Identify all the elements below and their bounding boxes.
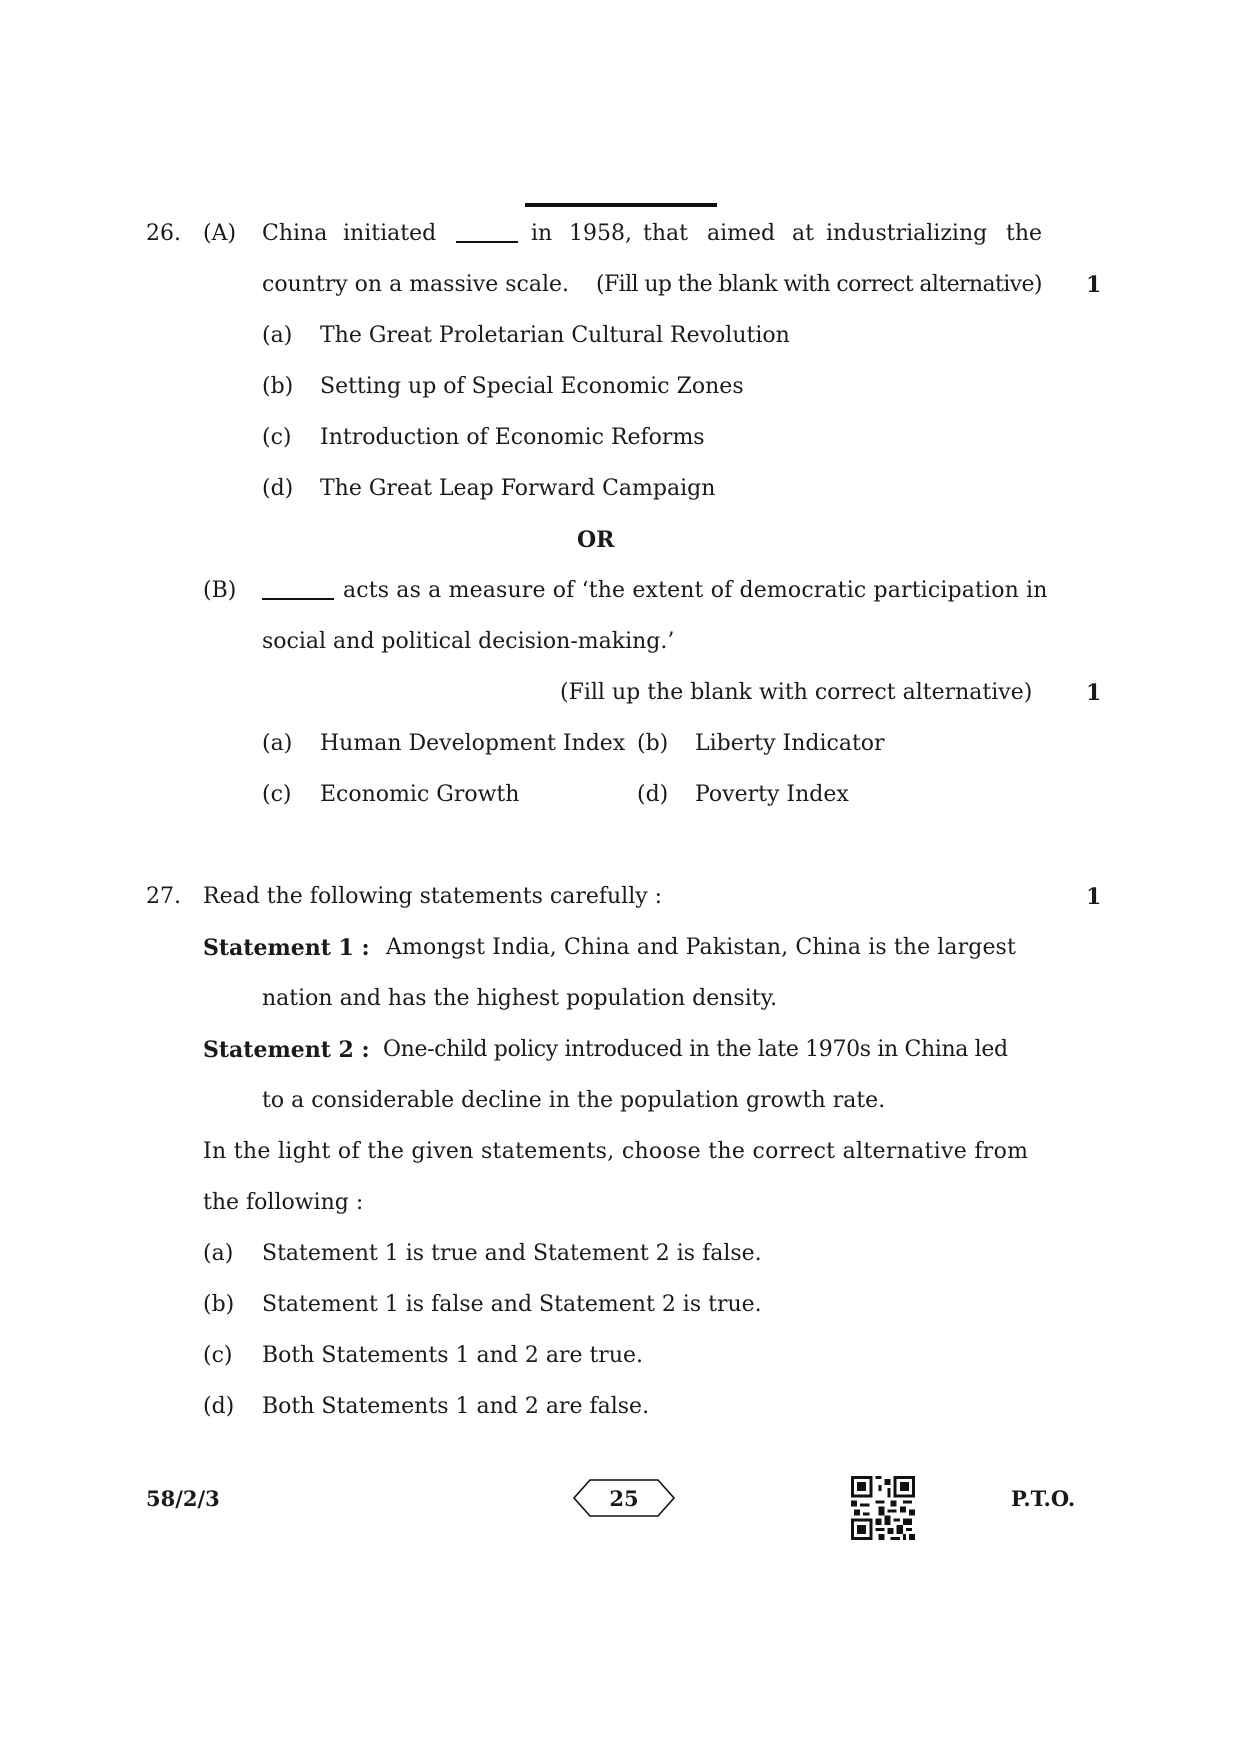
- q26-w1: China: [262, 221, 328, 246]
- footer-pto: P.T.O.: [1011, 1486, 1076, 1511]
- q26A-option-text: Setting up of Special Economic Zones: [320, 374, 744, 399]
- q27-instruction-line2: the following :: [203, 1190, 364, 1215]
- q26-partB-line2: social and political decision-making.’: [262, 629, 675, 654]
- q26B-option-label: (a): [262, 731, 293, 756]
- q27-marks: 1: [1086, 884, 1102, 910]
- q26-w9: the: [1006, 221, 1043, 246]
- q27-statement1-label: Statement 1 :: [203, 935, 370, 961]
- q26-w6: aimed: [707, 221, 776, 246]
- q27-option-label: (b): [203, 1292, 235, 1317]
- q26A-option-text: Introduction of Economic Reforms: [320, 425, 705, 450]
- q26-partB-label: (B): [203, 578, 237, 603]
- qr-code-icon: [851, 1476, 915, 1540]
- q26-or: OR: [577, 527, 615, 553]
- q26-partA-instruction: (Fill up the blank with correct alternative): [596, 272, 1042, 297]
- footer-paper-code: 58/2/3: [146, 1486, 220, 1511]
- q26A-option-text: The Great Leap Forward Campaign: [320, 476, 716, 501]
- q26-number: 26.: [146, 221, 181, 246]
- q27-option-text: Both Statements 1 and 2 are false.: [262, 1394, 650, 1419]
- q27-statement1-line1: Amongst India, China and Pakistan, China is the largest: [386, 935, 1016, 960]
- q26-partA-marks: 1: [1086, 272, 1102, 298]
- q27-statement2-label: Statement 2 :: [203, 1037, 370, 1063]
- q26-partB-blank: [262, 598, 334, 600]
- q27-prompt: Read the following statements carefully :: [203, 884, 663, 909]
- q26-partA-blank: [456, 241, 518, 243]
- q27-statement1-line2: nation and has the highest population density.: [262, 986, 778, 1011]
- q26-partB-line1: acts as a measure of ‘the extent of democratic participation in: [343, 578, 1048, 603]
- q27-number: 27.: [146, 884, 181, 909]
- q26B-option-text: Liberty Indicator: [695, 731, 885, 756]
- footer-page-number: 25: [609, 1486, 639, 1511]
- q27-instruction-line1: In the light of the given statements, choose the correct alternative from: [203, 1139, 1029, 1164]
- q26-w2: initiated: [343, 221, 437, 246]
- q26A-option-label: (d): [262, 476, 294, 501]
- q27-option-label: (d): [203, 1394, 235, 1419]
- q26-w3: in: [531, 221, 553, 246]
- top-rule: [525, 203, 717, 207]
- q27-option-text: Statement 1 is true and Statement 2 is false.: [262, 1241, 762, 1266]
- q26B-option-label: (c): [262, 782, 292, 807]
- q26B-option-text: Economic Growth: [320, 782, 520, 807]
- q26B-option-text: Human Development Index: [320, 731, 626, 756]
- q26-partB-marks: 1: [1086, 680, 1102, 706]
- q26-w7: at: [792, 221, 814, 246]
- q26A-option-text: The Great Proletarian Cultural Revolution: [320, 323, 790, 348]
- q27-option-label: (a): [203, 1241, 234, 1266]
- q26B-option-text: Poverty Index: [695, 782, 849, 807]
- q26-partA-line2: country on a massive scale.: [262, 272, 570, 297]
- q26-w5: that: [643, 221, 688, 246]
- q26A-option-label: (b): [262, 374, 294, 399]
- q26A-option-label: (a): [262, 323, 293, 348]
- q26A-option-label: (c): [262, 425, 292, 450]
- q27-statement2-line2: to a considerable decline in the population growth rate.: [262, 1088, 886, 1113]
- q27-option-text: Both Statements 1 and 2 are true.: [262, 1343, 644, 1368]
- q26B-option-label: (d): [637, 782, 669, 807]
- q26B-option-label: (b): [637, 731, 669, 756]
- q26-w4: 1958,: [569, 221, 632, 246]
- q27-option-text: Statement 1 is false and Statement 2 is true.: [262, 1292, 762, 1317]
- q27-statement2-line1: One-child policy introduced in the late 1970s in China led: [383, 1037, 1008, 1062]
- q26-partB-instruction: (Fill up the blank with correct alternative): [560, 680, 1033, 705]
- q26-w8: industrializing: [826, 221, 988, 246]
- q27-option-label: (c): [203, 1343, 233, 1368]
- q26-partA-label: (A): [203, 221, 237, 246]
